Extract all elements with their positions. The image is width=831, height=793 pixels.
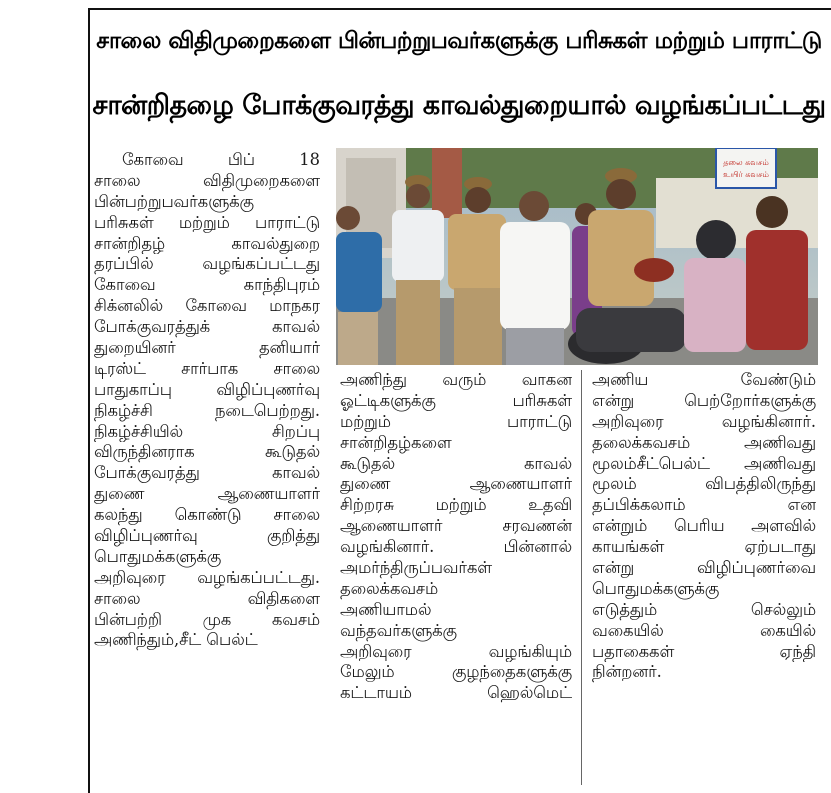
column-line: ஓட்டிகளுக்கு பரிசுகள் <box>340 390 572 410</box>
article-photo <box>336 148 818 365</box>
column-line: பின்பற்றுபவர்களுக்கு <box>94 191 254 211</box>
column-line: மூலம்சீட்பெல்ட் அணிவது <box>592 453 816 473</box>
sign-text-line-2: உயிர் கவசம் <box>723 170 769 179</box>
column-line: கோவை காந்திபுரம் <box>94 275 320 295</box>
column-line: பதாகைகள் ஏந்தி <box>592 641 816 661</box>
column-line: சான்றிதழ் காவல்துறை <box>94 233 320 253</box>
column-line: பொதுமக்களுக்கு <box>94 546 222 566</box>
column-line: பாதுகாப்பு விழிப்புணர்வு <box>94 379 320 399</box>
column-divider <box>581 370 582 785</box>
column-line: அறிவுரை வழங்கினார். <box>592 411 816 431</box>
column-line: துணை ஆணையாளர் <box>340 474 572 494</box>
article-column-1 <box>94 150 320 651</box>
sign-text-line-1: தலை கவசம் <box>723 158 769 167</box>
column-line: வகையில் கையில் <box>592 620 816 640</box>
column-line: விழிப்புணர்வு குறித்து <box>94 526 320 546</box>
column-line: கலந்து கொண்டு சாலை <box>94 505 320 525</box>
article-column-2 <box>340 370 572 704</box>
column-line: வந்தவர்களுக்கு <box>340 620 457 640</box>
column-line: பொதுமக்களுக்கு <box>592 578 720 598</box>
column-line: அணிந்தும்,சீட் பெல்ட் <box>94 630 258 650</box>
column-line: விருந்தினராக கூடுதல் <box>94 442 320 462</box>
column-line: கட்டாயம் ஹெல்மெட் <box>340 683 572 703</box>
column-line: அமர்ந்திருப்பவர்கள் <box>340 558 493 578</box>
column-line: வழங்கினார். பின்னால் <box>340 537 572 557</box>
column-line: கூடுதல் காவல் <box>340 453 572 473</box>
column-line: நிகழ்ச்சியில் சிறப்பு <box>94 421 320 441</box>
page-frame-top-rule <box>88 8 831 10</box>
column-line: துறையினர் தனியார் <box>94 338 320 358</box>
column-line: போக்குவரத்து காவல் <box>94 463 320 483</box>
column-line: தலைக்கவசம் <box>340 578 439 598</box>
column-line: மேலும் குழந்தைகளுக்கு <box>340 662 572 682</box>
column-line: காயங்கள் ஏற்படாது <box>592 537 816 557</box>
column-line: என்றும் பெரிய அளவில் <box>592 516 816 536</box>
column-line: அறிவுரை வழங்கப்பட்டது. <box>94 567 320 587</box>
column-line: அணியாமல் <box>340 599 432 619</box>
column-line: தப்பிக்கலாம் என <box>592 495 816 515</box>
column-line: மூலம் விபத்திலிருந்து <box>592 474 816 494</box>
headline-line-1: சாலை விதிமுறைகளை பின்பற்றுபவர்களுக்கு பரிசுகள் மற்றும் பாராட்டு <box>96 28 822 54</box>
column-line: கோவை பிப் 18 <box>122 150 320 169</box>
column-line: சாலை விதிகளை <box>94 588 320 608</box>
column-line: தரப்பில் வழங்கப்பட்டது <box>94 254 320 274</box>
column-line: அணிய வேண்டும் <box>592 370 816 389</box>
column-line: அணிந்து வரும் வாகன <box>340 370 572 389</box>
column-line: ஆணையாளர் சரவணன் <box>340 516 572 536</box>
column-line: டிரஸ்ட் சார்பாக சாலை <box>94 358 320 378</box>
column-line: தலைக்கவசம் அணிவது <box>592 432 816 452</box>
column-line: போக்குவரத்துக் காவல் <box>94 317 320 337</box>
column-line: துணை ஆணையாளர் <box>94 484 320 504</box>
article-column-3 <box>592 370 816 683</box>
headline-line-2: சான்றிதழை போக்குவரத்து காவல்துறையால் வழங்கப்பட்டது <box>92 90 826 121</box>
column-line: பரிசுகள் மற்றும் பாராட்டு <box>94 212 320 232</box>
column-line: அறிவுரை வழங்கியும் <box>340 641 572 661</box>
column-line: பின்பற்றி முக கவசம் <box>94 609 320 629</box>
column-line: மற்றும் பாராட்டு <box>340 411 572 431</box>
column-line: சான்றிதழ்களை <box>340 432 452 452</box>
column-line: சாலை விதிமுறைகளை <box>94 170 320 190</box>
column-line: நின்றனர். <box>592 662 662 682</box>
column-line: என்று பெற்றோர்களுக்கு <box>592 390 816 410</box>
column-line: என்று விழிப்புணர்வை <box>592 558 816 578</box>
column-line: எடுத்தும் செல்லும் <box>592 599 816 619</box>
column-line: நிகழ்ச்சி நடைபெற்றது. <box>94 400 320 420</box>
column-line: சிற்றரசு மற்றும் உதவி <box>340 495 572 515</box>
column-line: சிக்னலில் கோவை மாநகர <box>94 296 320 316</box>
page-frame-left-rule <box>88 8 90 793</box>
